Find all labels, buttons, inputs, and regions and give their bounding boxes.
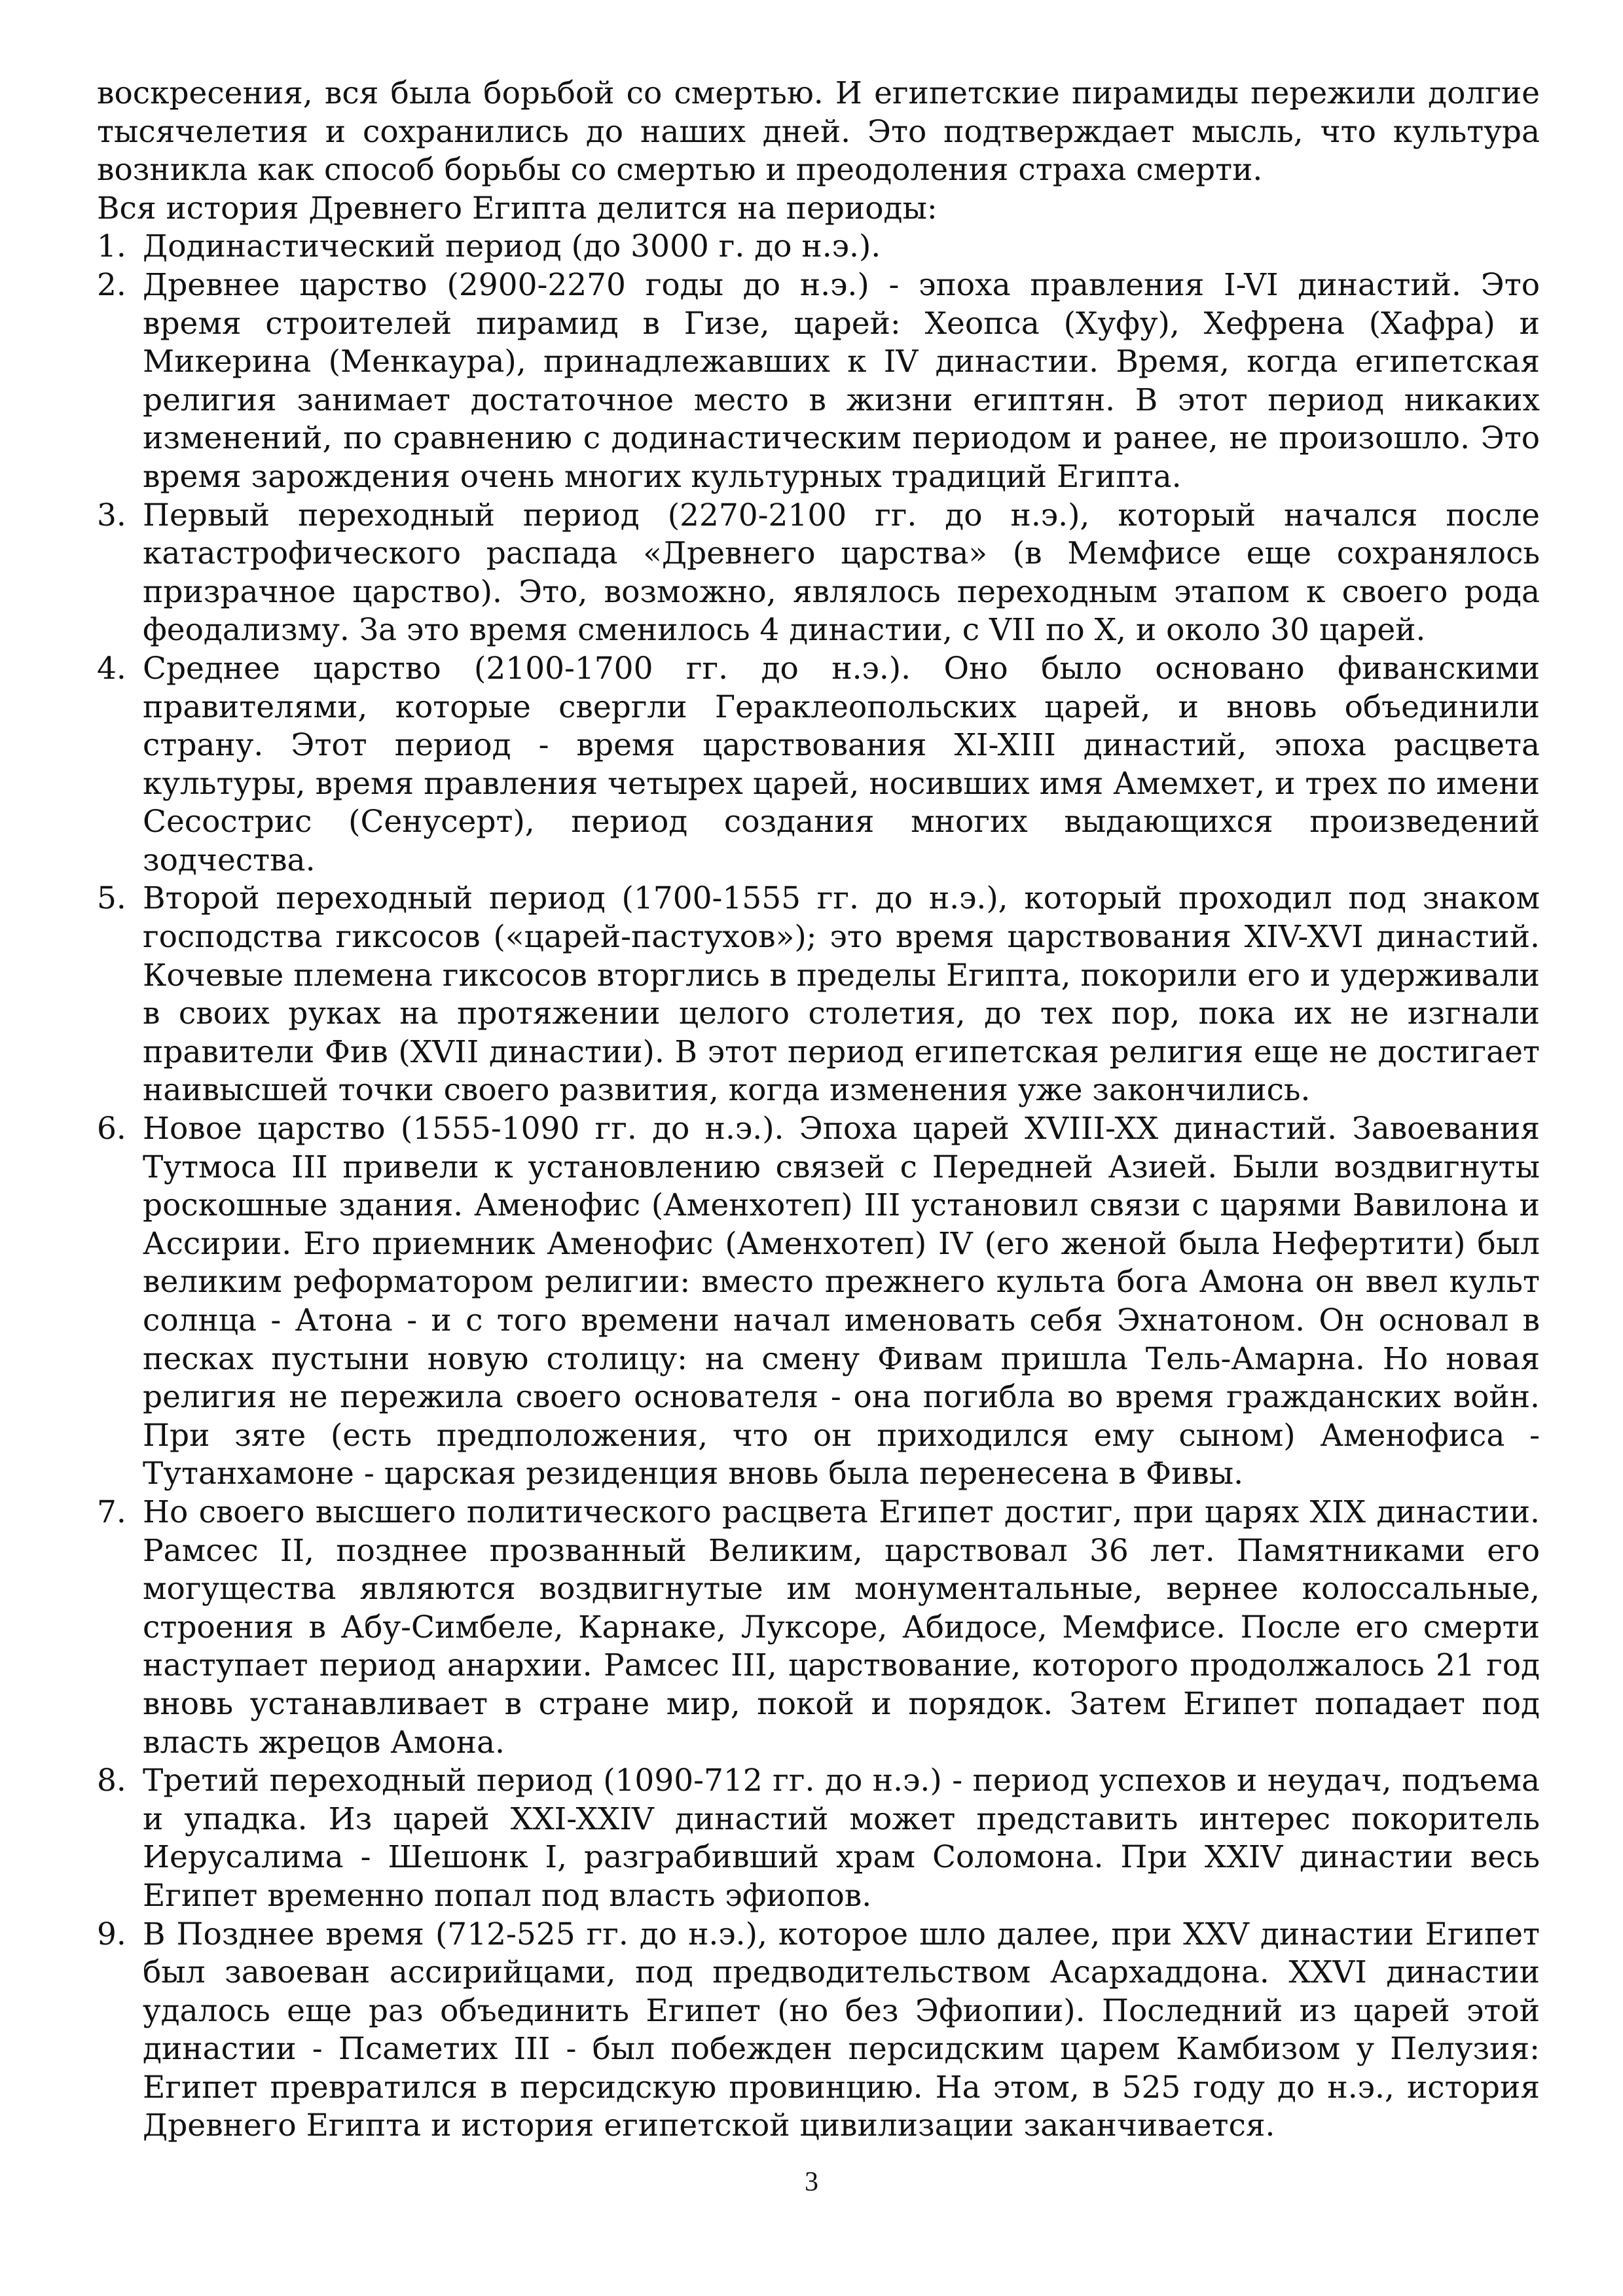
list-item-number: 8. [97, 1763, 126, 1799]
list-item-number: 9. [97, 1916, 126, 1952]
lead-sentence: Вся история Древнего Египта делится на периоды: [97, 190, 938, 226]
list-item [97, 650, 1540, 880]
list-item-number: 7. [97, 1494, 126, 1530]
list-item [97, 266, 1540, 497]
list-item [97, 1494, 1540, 1762]
list-item [97, 1916, 1540, 2146]
list-item [97, 497, 1540, 650]
list-item [97, 1762, 1540, 1915]
periods-list [97, 228, 1540, 2145]
list-item-text: Третий переходный период (1090-712 гг. до н.э.) - период успехов и неудач, подъема и упадка. Из царей XXI-XXIV династий может представить интерес покоритель Иерусалима - Шешонк I, разграбивший храм Соломона. При XXIV династии весь Египет временно попал под власть эфиопов. [143, 1763, 1540, 1914]
list-item-number: 5. [97, 880, 126, 917]
list-item [97, 1110, 1540, 1494]
list-item-text: Второй переходный период (1700-1555 гг. до н.э.), который проходил под знаком господства гиксосов («царей-пастухов»); это время царствования XIV-XVI династий. Кочевые племена гиксосов вторглись в пределы Египта, покорили его и удерживали в своих руках на протяжении целого столетия, до тех пор, пока их не изгнали правители Фив (XVII династии). В этот период египетская религия еще не достигает наивысшей точки своего развития, когда изменения уже закончились. [143, 880, 1540, 1109]
list-item-number: 3. [97, 497, 126, 533]
list-item-number: 1. [97, 228, 126, 265]
list-item [97, 228, 1540, 266]
list-item-text: В Позднее время (712-525 гг. до н.э.), которое шло далее, при XXV династии Египет был завоеван ассирийцами, под предводительством Асархаддона. XXVI династии удалось еще раз объединить Египет (но без Эфиопии). Последний из царей этой династии - Псаметих III - был побежден персидским царем Камбизом у Пелузия: Египет превратился в персидскую провинцию. На этом, в 525 году до н.э., история Древнего Египта и история египетской цивилизации заканчивается. [143, 1916, 1540, 2144]
list-item-text: Первый переходный период (2270-2100 гг. до н.э.), который начался после катастрофического распада «Древнего царства» (в Мемфисе еще сохранялось призрачное царство). Это, возможно, являлось переходным этапом к своего рода феодализму. За это время сменилось 4 династии, с VII по X, и около 30 царей. [143, 497, 1540, 649]
list-item-text: Древнее царство (2900-2270 годы до н.э.) - эпоха правления I-VI династий. Это время строителей пирамид в Гизе, царей: Хеопса (Хуфу), Хефрена (Хафра) и Микерина (Менкаура), принадлежавших к IV династии. Время, когда египетская религия занимает достаточное место в жизни египтян. В этот период никаких изменений, по сравнению с додинастическим периодом и ранее, не произошло. Это время зарождения очень многих культурных традиций Египта. [143, 266, 1540, 495]
list-item-text: Но своего высшего политического расцвета Египет достиг, при царях XIX династии. Рамсес II, позднее прозванный Великим, царствовал 36 лет. Памятниками его могущества являются воздвигнутые им монументальные, вернее колоссальные, строения в Абу-Симбеле, Карнаке, Луксоре, Абидосе, Мемфисе. После его смерти наступает период анархии. Рамсес III, царствование, которого продолжалось 21 год вновь устанавливает в стране мир, покой и порядок. Затем Египет попадает под власть жрецов Амона. [143, 1494, 1540, 1761]
list-item-text: Новое царство (1555-1090 гг. до н.э.). Эпоха царей XVIII-XX династий. Завоевания Тутмоса III привели к установлению связей с Передней Азией. Были воздвигнуты роскошные здания. Аменофис (Аменхотеп) III установил связи с царями Вавилона и Ассирии. Его приемник Аменофис (Аменхотеп) IV (его женой была Нефертити) был великим реформатором религии: вместо прежнего культа бога Амона он ввел культ солнца - Атона - и с того времени начал именовать себя Эхнатоном. Он основал в песках пустыни новую столицу: на смену Фивам пришла Тель-Амарна. Но новая религия не пережила своего основателя - она погибла во время гражданских войн. При зяте (есть предположения, что он приходился ему сыном) Аменофиса - Тутанхамоне - царская резиденция вновь была перенесена в Фивы. [143, 1111, 1540, 1492]
document-page [97, 75, 1540, 2145]
list-item [97, 880, 1540, 1110]
list-item-text: Додинастический период (до 3000 г. до н.э.). [143, 228, 881, 265]
list-item-number: 6. [97, 1111, 126, 1147]
page-number: 3 [805, 2167, 818, 2197]
intro-paragraph: воскресения, вся была борьбой со смертью. И египетские пирамиды пережили долгие тысячелетия и сохранились до наших дней. Это подтверждает мысль, что культура возникла как способ борьбы со смертью и преодоления страха смерти. [97, 75, 1540, 188]
list-item-number: 2. [97, 266, 126, 303]
list-item-text: Среднее царство (2100-1700 гг. до н.э.). Оно было основано фиванскими правителями, которые свергли Гераклеопольских царей, и вновь объединили страну. Этот период - время царствования XI-XIII династий, эпоха расцвета культуры, время правления четырех царей, носивших имя Амемхет, и трех по имени Сесострис (Сенусерт), период создания многих выдающихся произведений зодчества. [143, 650, 1540, 878]
list-item-number: 4. [97, 650, 126, 687]
